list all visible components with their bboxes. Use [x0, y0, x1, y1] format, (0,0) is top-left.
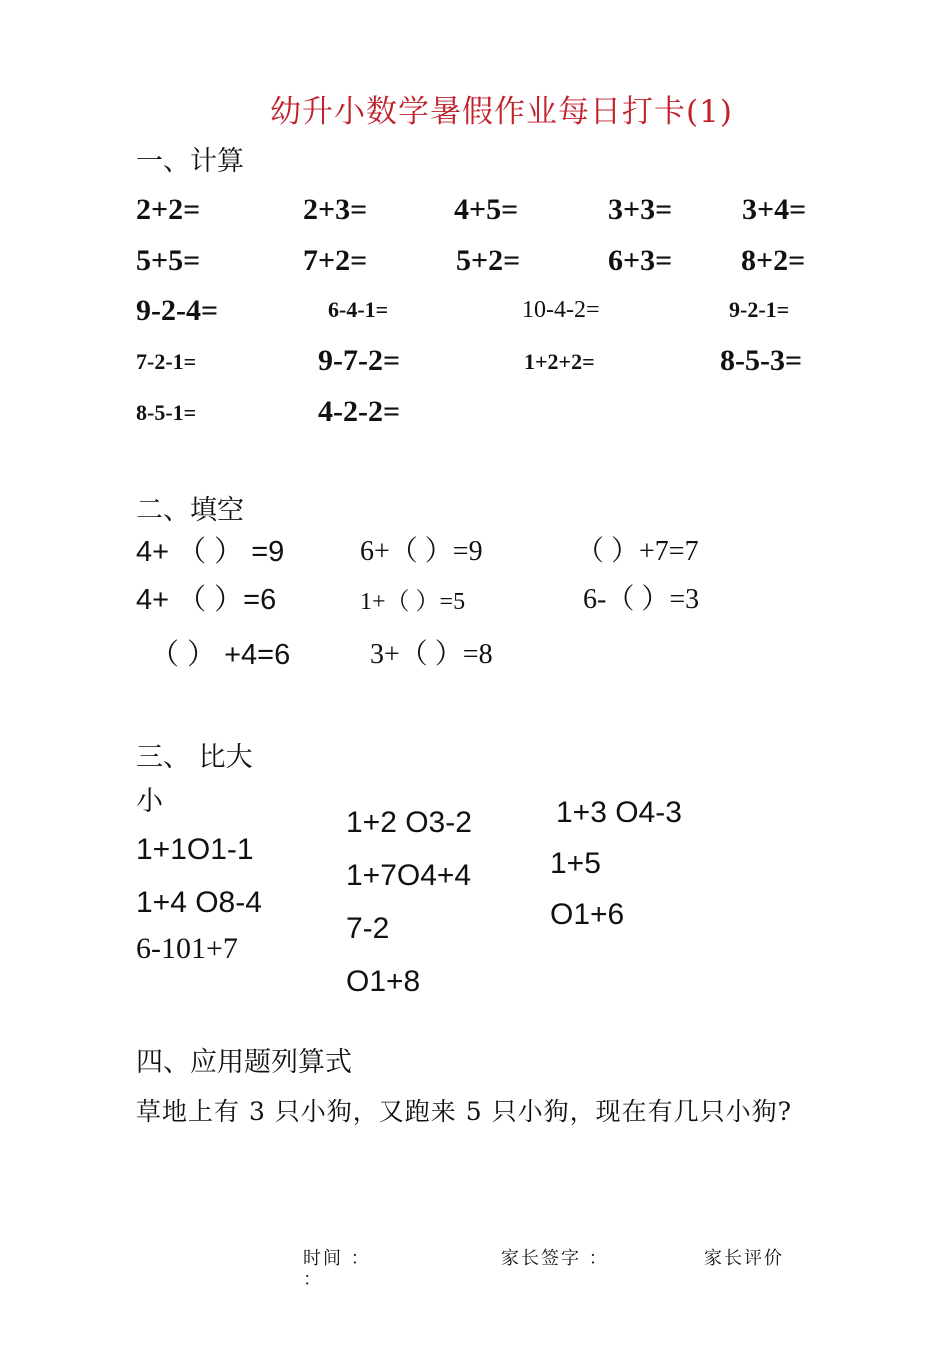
calc-item: 2+3= [303, 193, 368, 226]
footer-time-label: 时间 ： [303, 1248, 371, 1269]
section-heading-fill: 二、填空 [136, 495, 244, 526]
compare-item: 1+1O1-1 [136, 833, 254, 866]
calc-item: 8+2= [741, 244, 806, 277]
footer-parent-review-label: 家长评价 [704, 1248, 784, 1269]
calc-item: 3+4= [742, 193, 807, 226]
calc-item: 4+5= [454, 193, 519, 226]
section-heading-calc: 一、计算 [136, 146, 244, 177]
fill-item: 1+（ ）=5 [360, 589, 466, 615]
compare-item: 1+5 [550, 847, 601, 880]
fill-item: 4+ （ ）=6 [136, 584, 277, 616]
calc-item: 9-2-1= [729, 297, 790, 322]
compare-item: 6-101+7 [136, 932, 238, 965]
section-heading-compare-cont: 小 [136, 786, 163, 817]
fill-item: 4+ （ ） =9 [136, 536, 285, 568]
compare-item: 1+7O4+4 [346, 859, 472, 892]
calc-item: 7-2-1= [136, 349, 197, 374]
fill-item: 6-（ ）=3 [583, 584, 700, 615]
compare-item: O1+8 [346, 965, 421, 998]
calc-item: 5+5= [136, 244, 201, 277]
calc-item: 2+2= [136, 193, 201, 226]
compare-item: O1+6 [550, 898, 625, 931]
calc-item: 7+2= [303, 244, 368, 277]
section-heading-word-problem: 四、应用题列算式 [136, 1047, 352, 1078]
fill-item: 3+（ ）=8 [370, 639, 493, 670]
section-heading-compare: 三、 比大 [136, 742, 253, 773]
calc-item: 9-7-2= [318, 344, 401, 377]
calc-item: 10-4-2= [522, 297, 600, 323]
compare-item: 1+2 O3-2 [346, 806, 472, 839]
calc-item: 8-5-3= [720, 344, 803, 377]
page-title: 幼升小数学暑假作业每日打卡(1) [270, 94, 733, 130]
footer-parent-signature-label: 家长签字 ： [501, 1248, 609, 1269]
calc-item: 6-4-1= [328, 297, 389, 322]
compare-item: 1+3 O4-3 [556, 796, 682, 829]
calc-item: 9-2-4= [136, 294, 219, 327]
calc-item: 5+2= [456, 244, 521, 277]
compare-item: 1+4 O8-4 [136, 886, 262, 919]
calc-item: 6+3= [608, 244, 673, 277]
footer-time-colon: ： [303, 1269, 323, 1290]
calc-item: 1+2+2= [524, 349, 595, 374]
fill-item: 6+（ ）=9 [360, 536, 483, 567]
fill-item: （ ）+7=7 [576, 536, 699, 567]
compare-item: 7-2 [346, 912, 390, 945]
word-problem-text: 草地上有 3 只小狗，又跑来 5 只小狗，现在有几只小狗? [136, 1097, 793, 1126]
calc-item: 3+3= [608, 193, 673, 226]
calc-item: 8-5-1= [136, 400, 197, 425]
fill-item: （ ） +4=6 [150, 639, 291, 671]
calc-item: 4-2-2= [318, 395, 401, 428]
